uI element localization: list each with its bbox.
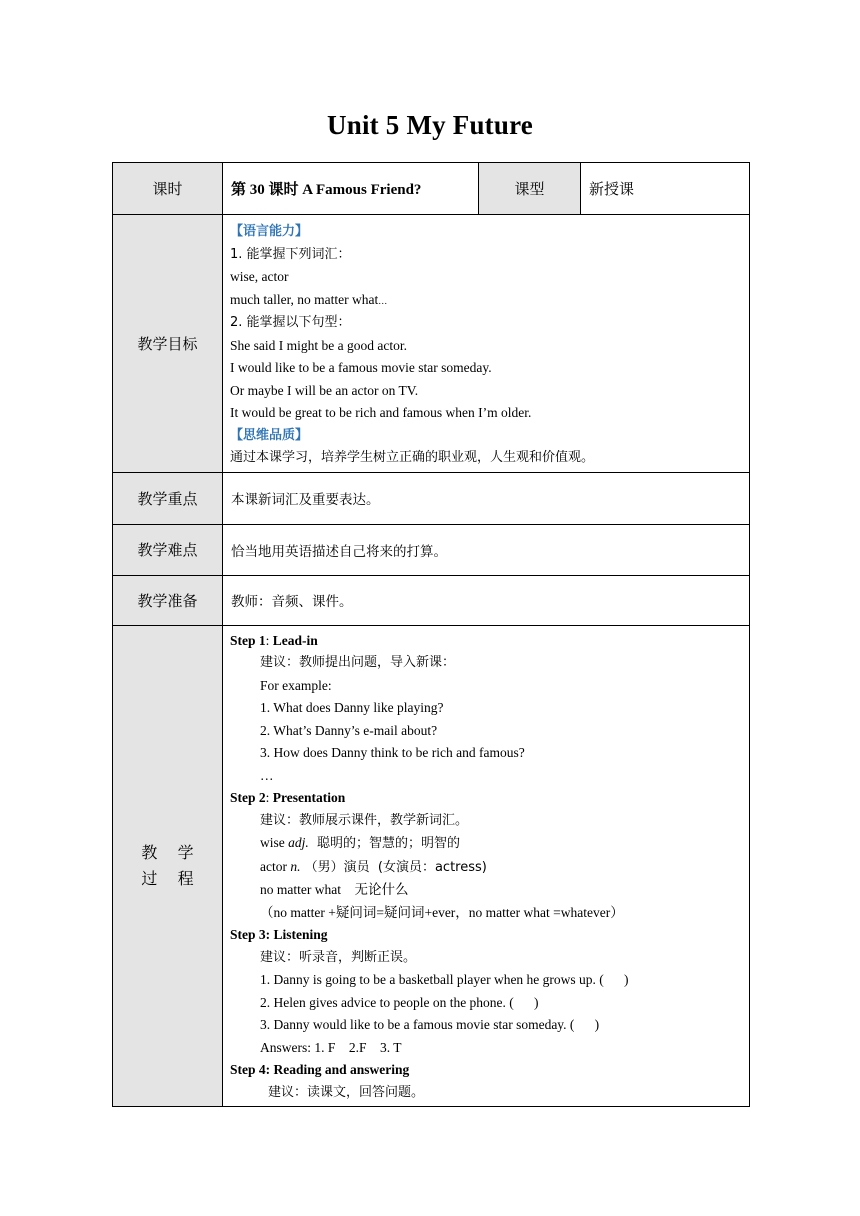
vocab-line-2-dots: …: [378, 295, 388, 306]
preparation-label: 教学准备: [113, 575, 223, 625]
key-points-text: 本课新词汇及重要表达。: [223, 472, 750, 524]
objectives-row: [113, 215, 750, 473]
sentence-3: Or maybe I will be an actor on TV.: [230, 382, 419, 398]
preparation-text: 教师：音频、课件。: [223, 575, 750, 625]
sentence-1: She said I might be a good actor.: [230, 337, 407, 353]
key-points-row: [113, 472, 750, 524]
page-title: Unit 5 My Future: [327, 110, 533, 140]
vocab-wise: [230, 832, 742, 856]
lesson-label: 课时: [113, 163, 223, 215]
sentence-2: I would like to be a famous movie star someday.: [230, 360, 492, 375]
step-1-ellipsis: …: [260, 767, 274, 783]
step-2-sep: :: [265, 790, 273, 805]
preparation-row: [113, 575, 750, 625]
vocab-actor-def: （男）演员 (女演员：actress): [300, 859, 487, 875]
step-3-question-3: 3. Danny would like to be a famous movie star someday. ( ): [260, 1017, 600, 1032]
step-3-suggestion: 建议：听录音，判断正误。: [260, 949, 417, 965]
step-2-heading: [230, 787, 742, 810]
header-row: [113, 163, 750, 215]
lesson-plan-table: [112, 162, 750, 1107]
vocab-wise-def: 聪明的；智慧的；明智的: [308, 836, 461, 851]
lesson-value: 第 30 课时 A Famous Friend?: [223, 163, 479, 215]
vocab-actor-pos: n.: [290, 858, 301, 874]
vocab-wise-word: wise: [260, 835, 289, 850]
language-ability-heading: 【语言能力】: [230, 224, 309, 239]
vocab-actor-word: actor: [260, 858, 291, 874]
step-3-question-2: 2. Helen gives advice to people on the phone. ( ): [260, 994, 539, 1010]
step-1-title: Step 1: [230, 632, 266, 648]
objectives-label: 教学目标: [113, 215, 223, 473]
step-1-suggestion: 建议：教师提出问题，导入新课：: [260, 655, 456, 670]
step-2-name: Presentation: [272, 790, 346, 805]
step-1-example: For example:: [260, 677, 332, 693]
step-4-suggestion: 建议：读课文，回答问题。: [268, 1084, 425, 1100]
process-label-line-2: 过 程: [141, 868, 194, 888]
step-3-answers: Answers: 1. F 2.F 3. T: [260, 1039, 402, 1055]
vocab-wise-pos: adj.: [288, 835, 309, 850]
vocab-no-matter-what: no matter what 无论什么: [260, 882, 409, 897]
objective-item-2: 2. 能掌握以下句型：: [230, 315, 351, 330]
step-2-title: Step 2: [230, 790, 266, 805]
difficulties-row: [113, 524, 750, 575]
process-label: [113, 625, 223, 1107]
difficulties-label: 教学难点: [113, 524, 223, 575]
step-1-question-1: 1. What does Danny like playing?: [260, 700, 444, 715]
process-content: [223, 625, 750, 1107]
step-1-question-2: 2. What’s Danny’s e-mail about?: [260, 722, 438, 738]
step-3-heading: Step 3: Listening: [230, 927, 328, 942]
thinking-quality-text: 通过本课学习，培养学生树立正确的职业观，人生观和价值观。: [230, 450, 595, 465]
vocab-actor: [230, 856, 742, 880]
objectives-content: [223, 215, 750, 473]
type-value: 新授课: [581, 163, 750, 215]
step-1-heading: [230, 630, 742, 653]
step-1-sep: :: [265, 632, 273, 648]
process-label-line-1: 教 学: [141, 842, 194, 862]
thinking-quality-heading: 【思维品质】: [230, 427, 309, 443]
key-points-label: 教学重点: [113, 472, 223, 524]
step-1-name: Lead-in: [272, 632, 318, 648]
step-3-question-1: 1. Danny is going to be a basketball player when he grows up. ( ): [260, 972, 629, 987]
step-4-heading: Step 4: Reading and answering: [230, 1062, 410, 1077]
type-label: 课型: [479, 163, 581, 215]
vocab-no-matter-note: （no matter +疑问词=疑问词+ever，no matter what =whatever）: [260, 904, 624, 920]
difficulties-text: 恰当地用英语描述自己将来的打算。: [223, 524, 750, 575]
process-row: [113, 625, 750, 1107]
vocab-line-2: [230, 289, 742, 313]
step-2-suggestion: 建议：教师展示课件，教学新词汇。: [260, 812, 469, 828]
vocab-line-1: wise, actor: [230, 269, 289, 284]
vocab-line-2-text: much taller, no matter what: [230, 291, 379, 307]
step-1-question-3: 3. How does Danny think to be rich and famous?: [260, 745, 525, 760]
objective-item-1: 1. 能掌握下列词汇：: [230, 246, 351, 262]
sentence-4: It would be great to be rich and famous when I’m older.: [230, 405, 532, 420]
